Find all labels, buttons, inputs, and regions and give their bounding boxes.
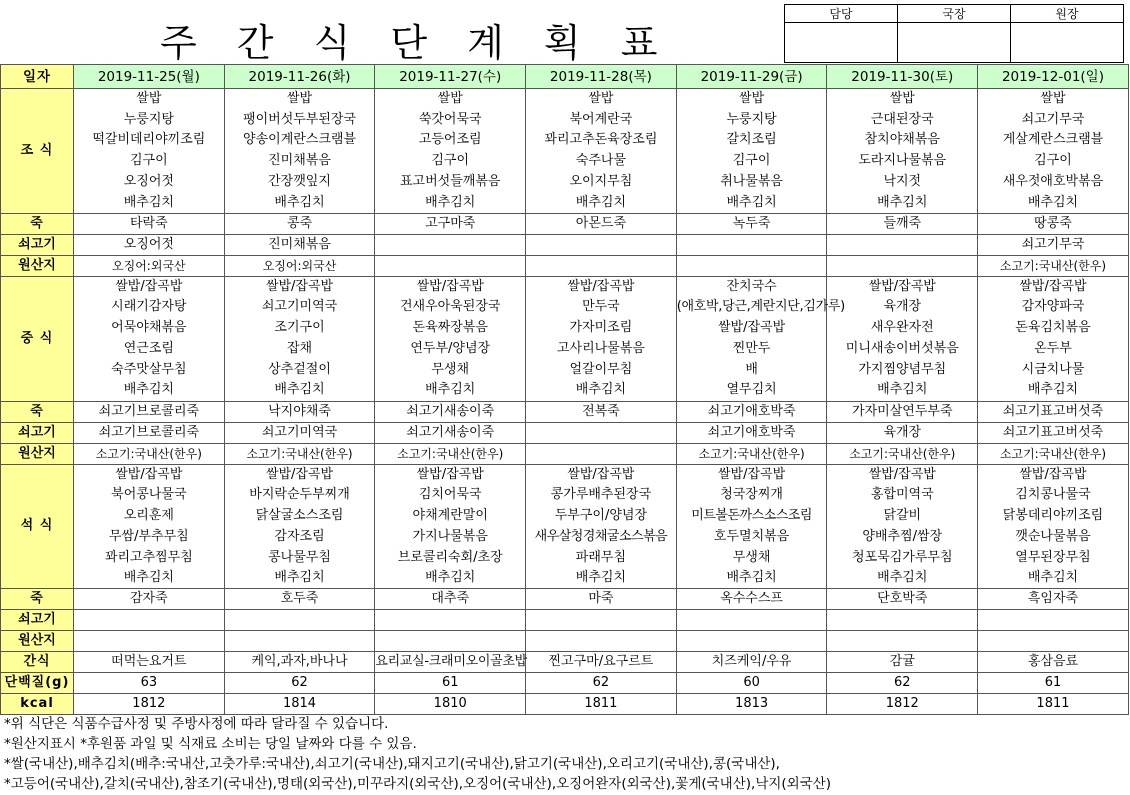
dinner_porridge-cell: 흑임자죽 (978, 589, 1129, 610)
date-cell: 2019-11-30(토) (827, 65, 978, 89)
protein-cell: 60 (676, 673, 827, 694)
lunch_porridge-label: 죽 (1, 401, 74, 422)
lunch_origin-label: 쇠고기 (1, 422, 74, 443)
menu-item: 김치어묵국 (375, 485, 526, 506)
menu-item: 조기구이 (224, 318, 375, 339)
menu-item: 찐만두 (676, 339, 827, 360)
menu-item: 얼갈이무침 (526, 359, 677, 380)
lunch_porridge-cell: 쇠고기표고버섯죽 (978, 401, 1129, 422)
menu-item: 가지나물볶음 (375, 526, 526, 547)
menu-item: 열무김치 (676, 380, 827, 401)
menu-item: 무생채 (375, 359, 526, 380)
dinner_porridge-cell: 대추죽 (375, 589, 526, 610)
snack-cell: 떠먹는요거트 (74, 652, 225, 673)
dinner-row (1, 568, 1129, 589)
menu-item: 무쌈/부추무침 (74, 526, 225, 547)
menu-item: 쌀밥/잡곡밥 (827, 464, 978, 485)
origin-cell (978, 631, 1129, 652)
menu-item: 쌀밥 (827, 89, 978, 110)
menu-item: 쌀밥/잡곡밥 (526, 276, 677, 297)
date-cell: 2019-11-25(월) (74, 65, 225, 89)
origin-cell (676, 234, 827, 255)
menu-item: 누룽지탕 (676, 109, 827, 130)
origin-cell (526, 234, 677, 255)
menu-item: 만두국 (526, 297, 677, 318)
note-line: *원산지표시 *후원품 과일 및 식재료 소비는 당일 날짜와 다를 수 있음. (4, 736, 417, 752)
menu-item: 북어계란국 (526, 109, 677, 130)
menu-item: 새우젓애호박볶음 (978, 172, 1129, 193)
menu-item: 육개장 (827, 297, 978, 318)
menu-item: 배추김치 (526, 568, 677, 589)
menu-item: 숙주나물 (526, 151, 677, 172)
menu-item: 연근조림 (74, 339, 225, 360)
origin-cell: 소고기:국내산(한우) (224, 443, 375, 464)
breakfast-row (1, 151, 1129, 172)
lunch-row (1, 276, 1129, 297)
weekly-menu-table (0, 64, 1129, 715)
dinner-row (1, 547, 1129, 568)
breakfast_origin-row (1, 255, 1129, 276)
menu-item: 쌀밥 (676, 89, 827, 110)
origin-cell (526, 631, 677, 652)
menu-item: 취나물볶음 (676, 172, 827, 193)
kcal-row (1, 694, 1129, 715)
menu-item: 감자양파국 (978, 297, 1129, 318)
origin-cell (676, 610, 827, 631)
menu-item: 콩가루배추된장국 (526, 485, 677, 506)
breakfast-row (1, 109, 1129, 130)
menu-item: 쌀밥 (74, 89, 225, 110)
breakfast_porridge-cell: 녹두죽 (676, 213, 827, 234)
breakfast_origin-row (1, 234, 1129, 255)
breakfast-row (1, 172, 1129, 193)
menu-item: 쌀밥/잡곡밥 (74, 276, 225, 297)
menu-item: 상추겉절이 (224, 359, 375, 380)
menu-item: 게살계란스크램블 (978, 130, 1129, 151)
menu-item: 꽈리고추찜무침 (74, 547, 225, 568)
origin-cell: 쇠고기새송이죽 (375, 422, 526, 443)
lunch-row (1, 339, 1129, 360)
protein-cell: 62 (526, 673, 677, 694)
menu-item: 낙지젓 (827, 172, 978, 193)
lunch_porridge-cell: 낙지야채죽 (224, 401, 375, 422)
menu-item: 열무된장무침 (978, 547, 1129, 568)
snack-cell: 요리교실-크래미오이골초밥 (375, 652, 526, 673)
dinner_porridge-label: 죽 (1, 589, 74, 610)
dinner-row (1, 464, 1129, 485)
menu-item: 배추김치 (74, 568, 225, 589)
menu-item: 깻순나물볶음 (978, 526, 1129, 547)
lunch-row (1, 297, 1129, 318)
menu-item: 두부구이/양념장 (526, 506, 677, 527)
protein-row (1, 673, 1129, 694)
menu-item: 배추김치 (375, 568, 526, 589)
menu-item: 배추김치 (526, 192, 677, 213)
menu-item: 고등어조림 (375, 130, 526, 151)
menu-item: 가자미조림 (526, 318, 677, 339)
origin-cell (375, 631, 526, 652)
date-label: 일자 (1, 65, 74, 89)
origin-cell (375, 255, 526, 276)
menu-item: 시래기감자탕 (74, 297, 225, 318)
note-line: *고등어(국내산),갈치(국내산),참조기(국내산),명태(외국산),미꾸라지(외국산),오징어(국내산),오징어완자(외국산),꽃게(국내산),낙지(외국산) (4, 776, 832, 792)
menu-item: 배추김치 (375, 192, 526, 213)
origin-cell: 쇠고기무국 (978, 234, 1129, 255)
origin-cell (978, 610, 1129, 631)
approval-box (784, 4, 1124, 63)
origin-cell (827, 234, 978, 255)
origin-cell (74, 610, 225, 631)
menu-item: 김구이 (978, 151, 1129, 172)
menu-item: 쌀밥 (978, 89, 1129, 110)
menu-item: 새우완자전 (827, 318, 978, 339)
snack-cell: 홍삼음료 (978, 652, 1129, 673)
menu-item: 쌀밥/잡곡밥 (978, 276, 1129, 297)
menu-item: 감자조림 (224, 526, 375, 547)
dinner_porridge-cell: 감자죽 (74, 589, 225, 610)
origin-cell (827, 255, 978, 276)
menu-item: 고사리나물볶음 (526, 339, 677, 360)
menu-item: 김구이 (676, 151, 827, 172)
protein-cell: 62 (827, 673, 978, 694)
menu-item: 쌀밥/잡곡밥 (224, 464, 375, 485)
menu-item: 미트볼돈까스소스조림 (676, 506, 827, 527)
origin-cell (224, 631, 375, 652)
menu-item: 김치콩나물국 (978, 485, 1129, 506)
menu-item: 연두부/양념장 (375, 339, 526, 360)
origin-cell: 오징어:외국산 (224, 255, 375, 276)
menu-item: 배 (676, 359, 827, 380)
menu-item: 배추김치 (827, 568, 978, 589)
kcal-cell: 1811 (978, 694, 1129, 715)
note-line: *쌀(국내산),배추김치(배추:국내산,고춧가루:국내산),쇠고기(국내산),돼지고기(국내산),닭고기(국내산),오리고기(국내산),콩(국내산), (4, 756, 780, 772)
menu-item: 숙주맛살무침 (74, 359, 225, 380)
approval-label-staff: 담당 (785, 5, 898, 23)
menu-item: 콩나물무침 (224, 547, 375, 568)
menu-item: 떡갈비데리야끼조림 (74, 130, 225, 151)
breakfast-label: 조 식 (1, 89, 74, 214)
origin-cell: 쇠고기애호박죽 (676, 422, 827, 443)
snack-cell: 찐고구마/요구르트 (526, 652, 677, 673)
origin-cell: 오징어젓 (74, 234, 225, 255)
lunch-label: 중 식 (1, 276, 74, 401)
origin-cell (526, 610, 677, 631)
menu-item: 잡채 (224, 339, 375, 360)
breakfast_porridge-cell: 콩죽 (224, 213, 375, 234)
dinner-label: 석 식 (1, 464, 74, 589)
approval-cell-director[interactable] (898, 23, 1011, 63)
menu-item: 꽈리고추돈육장조림 (526, 130, 677, 151)
menu-item: 잔치국수 (676, 276, 827, 297)
menu-item: 오이지무침 (526, 172, 677, 193)
breakfast_porridge-cell: 땅콩죽 (978, 213, 1129, 234)
lunch-row (1, 318, 1129, 339)
menu-item: 배추김치 (224, 380, 375, 401)
lunch-row (1, 359, 1129, 380)
dinner_origin-row (1, 631, 1129, 652)
menu-item: 닭살굴소스조림 (224, 506, 375, 527)
menu-item: 진미채볶음 (224, 151, 375, 172)
date-cell: 2019-11-27(수) (375, 65, 526, 89)
menu-item: 쇠고기미역국 (224, 297, 375, 318)
date-cell: 2019-12-01(일) (978, 65, 1129, 89)
origin-cell (526, 443, 677, 464)
kcal-label: kcal (1, 694, 74, 715)
menu-item: 오리훈제 (74, 506, 225, 527)
menu-item: 쑥갓어묵국 (375, 109, 526, 130)
lunch-row (1, 380, 1129, 401)
menu-item: 홍합미역국 (827, 485, 978, 506)
menu-item: 배추김치 (74, 192, 225, 213)
dinner-row (1, 526, 1129, 547)
menu-item: (애호박,당근,계란지단,김가루) (676, 297, 827, 318)
menu-item: 배추김치 (224, 568, 375, 589)
approval-cell-staff[interactable] (785, 23, 898, 63)
lunch_porridge-cell: 쇠고기브로콜리죽 (74, 401, 225, 422)
menu-item: 미니새송이버섯볶음 (827, 339, 978, 360)
kcal-cell: 1813 (676, 694, 827, 715)
dinner_porridge-cell: 호두죽 (224, 589, 375, 610)
origin-cell: 육개장 (827, 422, 978, 443)
origin-cell: 진미채볶음 (224, 234, 375, 255)
menu-item: 배추김치 (375, 380, 526, 401)
menu-item: 건새우아욱된장국 (375, 297, 526, 318)
menu-item: 배추김치 (676, 568, 827, 589)
protein-cell: 61 (978, 673, 1129, 694)
menu-item: 갈치조림 (676, 130, 827, 151)
breakfast_porridge-cell: 들깨죽 (827, 213, 978, 234)
dinner_origin-row (1, 610, 1129, 631)
snack-row (1, 652, 1129, 673)
menu-item: 김구이 (74, 151, 225, 172)
origin-cell: 쇠고기미역국 (224, 422, 375, 443)
snack-label: 간식 (1, 652, 74, 673)
dinner_porridge-cell: 단호박죽 (827, 589, 978, 610)
origin-cell (676, 255, 827, 276)
lunch_origin-label: 원산지 (1, 443, 74, 464)
origin-cell: 소고기:국내산(한우) (74, 443, 225, 464)
origin-cell: 오징어:외국산 (74, 255, 225, 276)
menu-item: 쌀밥/잡곡밥 (526, 464, 677, 485)
dinner-row (1, 485, 1129, 506)
lunch_origin-row (1, 443, 1129, 464)
menu-item: 쌀밥/잡곡밥 (676, 318, 827, 339)
protein-cell: 63 (74, 673, 225, 694)
menu-item: 쇠고기무국 (978, 109, 1129, 130)
menu-item: 어묵야채볶음 (74, 318, 225, 339)
origin-cell (676, 631, 827, 652)
menu-item: 쌀밥 (224, 89, 375, 110)
origin-cell (827, 631, 978, 652)
menu-item: 닭갈비 (827, 506, 978, 527)
menu-item: 도라지나물볶음 (827, 151, 978, 172)
menu-item: 배추김치 (827, 192, 978, 213)
origin-cell: 쇠고기표고버섯죽 (978, 422, 1129, 443)
origin-cell: 쇠고기브로콜리죽 (74, 422, 225, 443)
origin-cell (74, 631, 225, 652)
menu-item: 쌀밥/잡곡밥 (375, 276, 526, 297)
date-cell: 2019-11-29(금) (676, 65, 827, 89)
menu-item: 새우살청경채굴소스볶음 (526, 526, 677, 547)
origin-cell: 소고기:국내산(한우) (676, 443, 827, 464)
menu-item: 배추김치 (978, 192, 1129, 213)
origin-cell (827, 610, 978, 631)
menu-item: 쌀밥/잡곡밥 (676, 464, 827, 485)
menu-item: 쌀밥/잡곡밥 (224, 276, 375, 297)
notes (4, 714, 831, 794)
menu-item: 무생채 (676, 547, 827, 568)
menu-item: 양송이계란스크램블 (224, 130, 375, 151)
menu-item: 표고버섯들깨볶음 (375, 172, 526, 193)
menu-item: 배추김치 (224, 192, 375, 213)
breakfast_origin-label: 쇠고기 (1, 234, 74, 255)
breakfast_porridge-cell: 타락죽 (74, 213, 225, 234)
approval-label-director: 국장 (898, 5, 1011, 23)
breakfast_porridge-cell: 아몬드죽 (526, 213, 677, 234)
menu-item: 오징어젓 (74, 172, 225, 193)
note-line: *위 식단은 식품수급사정 및 주방사정에 따라 달라질 수 있습니다. (4, 716, 389, 732)
menu-item: 쌀밥/잡곡밥 (827, 276, 978, 297)
protein-cell: 61 (375, 673, 526, 694)
breakfast-row (1, 130, 1129, 151)
dinner_origin-label: 원산지 (1, 631, 74, 652)
breakfast_porridge-row (1, 213, 1129, 234)
dinner_origin-label: 쇠고기 (1, 610, 74, 631)
menu-item: 온두부 (978, 339, 1129, 360)
menu-item: 양배추찜/쌈장 (827, 526, 978, 547)
protein-label: 단백질(g) (1, 673, 74, 694)
origin-cell (375, 234, 526, 255)
menu-item: 닭봉데리야끼조림 (978, 506, 1129, 527)
breakfast_porridge-cell: 고구마죽 (375, 213, 526, 234)
origin-cell: 소고기:국내산(한우) (978, 255, 1129, 276)
lunch_origin-row (1, 422, 1129, 443)
menu-item: 쌀밥/잡곡밥 (74, 464, 225, 485)
dinner_porridge-row (1, 589, 1129, 610)
snack-cell: 치즈케익/우유 (676, 652, 827, 673)
breakfast-row (1, 192, 1129, 213)
menu-item: 청포묵김가루무침 (827, 547, 978, 568)
menu-item: 북어콩나물국 (74, 485, 225, 506)
menu-item: 야채계란말이 (375, 506, 526, 527)
origin-cell (375, 610, 526, 631)
menu-item: 근대된장국 (827, 109, 978, 130)
menu-item: 팽이버섯두부된장국 (224, 109, 375, 130)
origin-cell (224, 610, 375, 631)
kcal-cell: 1810 (375, 694, 526, 715)
menu-item: 쌀밥/잡곡밥 (978, 464, 1129, 485)
origin-cell: 소고기:국내산(한우) (978, 443, 1129, 464)
menu-item: 참치야채볶음 (827, 130, 978, 151)
breakfast-row (1, 89, 1129, 110)
lunch_porridge-cell: 가자미살연두부죽 (827, 401, 978, 422)
menu-item: 배추김치 (676, 192, 827, 213)
dinner-row (1, 506, 1129, 527)
kcal-cell: 1812 (827, 694, 978, 715)
menu-item: 김구이 (375, 151, 526, 172)
menu-item: 누룽지탕 (74, 109, 225, 130)
snack-cell: 감귤 (827, 652, 978, 673)
dinner_porridge-cell: 옥수수스프 (676, 589, 827, 610)
dinner_porridge-cell: 마죽 (526, 589, 677, 610)
menu-item: 돈육김치볶음 (978, 318, 1129, 339)
menu-item: 바지락순두부찌개 (224, 485, 375, 506)
lunch_porridge-row (1, 401, 1129, 422)
kcal-cell: 1812 (74, 694, 225, 715)
menu-item: 쌀밥 (526, 89, 677, 110)
menu-item: 쌀밥/잡곡밥 (375, 464, 526, 485)
origin-cell: 소고기:국내산(한우) (375, 443, 526, 464)
date-header-row (1, 65, 1129, 89)
kcal-cell: 1814 (224, 694, 375, 715)
approval-cell-head[interactable] (1011, 23, 1124, 63)
date-cell: 2019-11-26(화) (224, 65, 375, 89)
menu-item: 시금치나물 (978, 359, 1129, 380)
menu-item: 배추김치 (74, 380, 225, 401)
breakfast_origin-label: 원산지 (1, 255, 74, 276)
origin-cell (526, 255, 677, 276)
menu-item: 가지찜양념무침 (827, 359, 978, 380)
menu-item: 돈육짜장볶음 (375, 318, 526, 339)
menu-item: 배추김치 (827, 380, 978, 401)
origin-cell: 소고기:국내산(한우) (827, 443, 978, 464)
lunch_porridge-cell: 쇠고기애호박죽 (676, 401, 827, 422)
menu-item: 간장깻잎지 (224, 172, 375, 193)
menu-item: 파래무침 (526, 547, 677, 568)
menu-item: 청국장찌개 (676, 485, 827, 506)
menu-item: 브로콜리숙회/초장 (375, 547, 526, 568)
menu-item: 배추김치 (978, 380, 1129, 401)
menu-item: 배추김치 (978, 568, 1129, 589)
origin-cell (526, 422, 677, 443)
menu-item: 호두멸치볶음 (676, 526, 827, 547)
approval-label-head: 원장 (1011, 5, 1124, 23)
breakfast_porridge-label: 죽 (1, 213, 74, 234)
lunch_porridge-cell: 전복죽 (526, 401, 677, 422)
protein-cell: 62 (224, 673, 375, 694)
menu-item: 쌀밥 (375, 89, 526, 110)
kcal-cell: 1811 (526, 694, 677, 715)
lunch_porridge-cell: 쇠고기새송이죽 (375, 401, 526, 422)
date-cell: 2019-11-28(목) (526, 65, 677, 89)
snack-cell: 케익,과자,바나나 (224, 652, 375, 673)
page-title: 주 간 식 단 계 획 표 (160, 21, 672, 65)
menu-item: 배추김치 (526, 380, 677, 401)
